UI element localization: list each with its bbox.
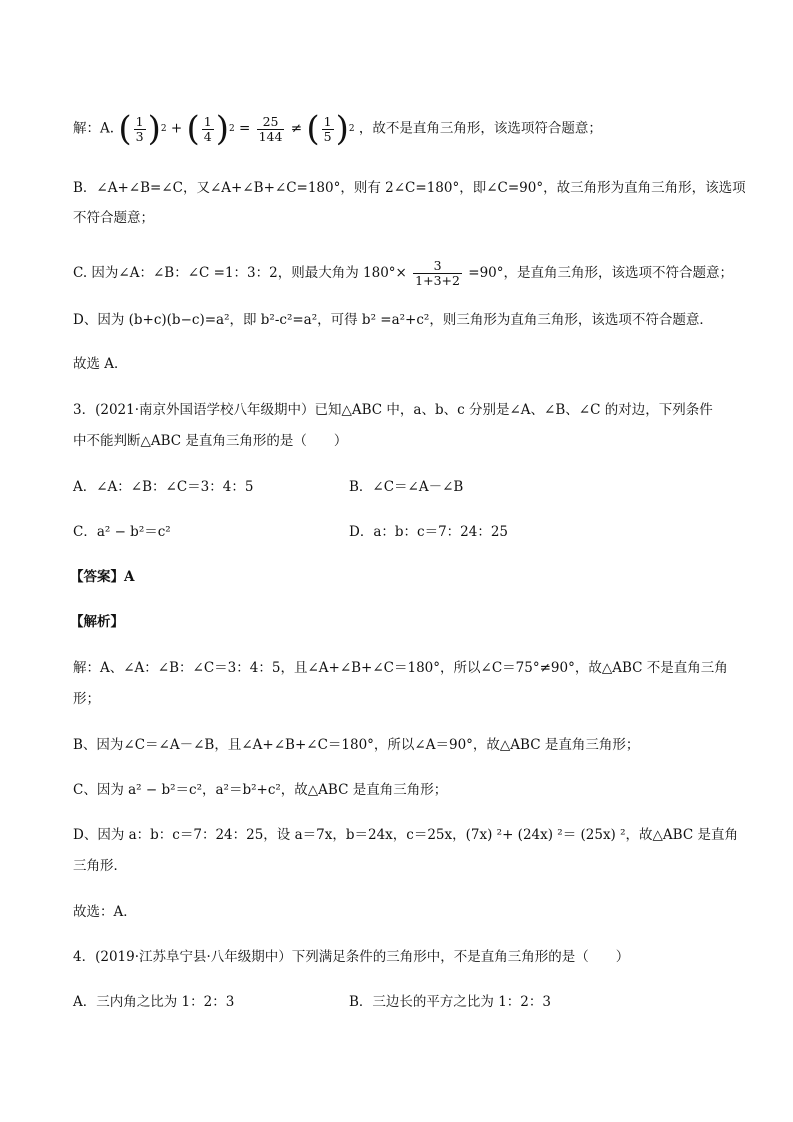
solution-a-line: [73, 109, 602, 149]
q3-solution-b: B、因为∠C＝∠A－∠B，且∠A+∠B+∠C＝180°，所以∠A＝90°，故△ABC 是直角三角形；: [73, 737, 640, 753]
solution-c-prefix: C. 因为∠A：∠B：∠C =1：3：2，则最大角为 180°×: [73, 265, 407, 281]
q4-stem: 4．(2019·江苏阜宁县·八年级期中）下列满足条件的三角形中，不是直角三角形的是（ ）: [73, 949, 630, 965]
not-equal-sign: ≠: [290, 120, 303, 137]
q3-solution-d-line-1: D、因为 a：b：c＝7：24：25，设 a＝7x，b＝24x，c＝25x，(7x) ²+ (24x) ²＝ (25x) ²，故△ABC 是直角: [73, 827, 738, 843]
q3-conclusion: 故选：A．: [73, 904, 137, 920]
q3-option-b: B．∠C＝∠A－∠B: [349, 479, 464, 495]
fraction-1-fourth-squared: ( $\frac{1}{4}$ ) 2: [186, 109, 235, 149]
q3-analysis-label: 【解析】: [70, 614, 124, 630]
fraction-3-over-sum: $\frac{3}{1+3+2}$: [415, 258, 460, 288]
q3-solution-d-line-2: 三角形．: [73, 858, 127, 874]
solution-b-line-2: 不符合题意；: [73, 210, 154, 226]
solution-c-line: [73, 258, 733, 288]
q3-solution-a-line-1: 解：A、∠A：∠B：∠C＝3：4：5，且∠A+∠B+∠C＝180°，所以∠C＝75°≠90°，故△ABC 不是直角三角: [73, 660, 728, 676]
fraction-25-144: $\frac{25}{144}$: [258, 113, 283, 144]
q3-answer: 【答案】A: [70, 569, 135, 585]
q3-option-d: D．a：b：c＝7：24：25: [349, 524, 509, 540]
q4-option-b: B．三边长的平方之比为 1：2：3: [349, 994, 551, 1010]
q3-option-c: C．a² − b²＝c²: [73, 524, 171, 540]
q3-solution-a-line-2: 形；: [73, 691, 100, 707]
fraction-1-third-squared: ( $\frac{1}{3}$ ) 2: [118, 109, 167, 149]
q3-stem-line-1: 3．(2021·南京外国语学校八年级期中）已知△ABC 中，a、b、c 分别是∠A、∠B、∠C 的对边，下列条件: [73, 402, 713, 418]
q3-option-a: A．∠A：∠B：∠C＝3：4：5: [73, 479, 254, 495]
q2-conclusion: 故选 A．: [73, 356, 128, 372]
q3-stem-line-2: 中不能判断△ABC 是直角三角形的是（ ）: [73, 433, 348, 449]
q3-solution-c: C、因为 a² − b²＝c²，a²＝b²+c²，故△ABC 是直角三角形；: [73, 782, 448, 798]
solution-c-suffix: =90°，是直角三角形，该选项不符合题意；: [468, 265, 734, 281]
solution-a-suffix: ，故不是直角三角形，该选项符合题意；: [358, 120, 602, 137]
plus-sign: +: [170, 120, 183, 137]
equals-sign: =: [238, 120, 251, 137]
solution-b-line-1: B．∠A+∠B=∠C，又∠A+∠B+∠C=180°，则有 2∠C=180°，即∠C=90°，故三角形为直角三角形，该选项: [73, 180, 746, 196]
q4-option-a: A．三内角之比为 1：2：3: [73, 994, 235, 1010]
solution-d-line: D、因为 (b+c)(b−c)=a²，即 b²-c²=a²，可得 b² =a²+c²，则三角形为直角三角形，该选项不符合题意．: [73, 312, 713, 328]
fraction-1-fifth-squared: ( $\frac{1}{5}$ ) 2: [306, 109, 355, 149]
solution-a-prefix: 解：A.: [73, 120, 115, 137]
